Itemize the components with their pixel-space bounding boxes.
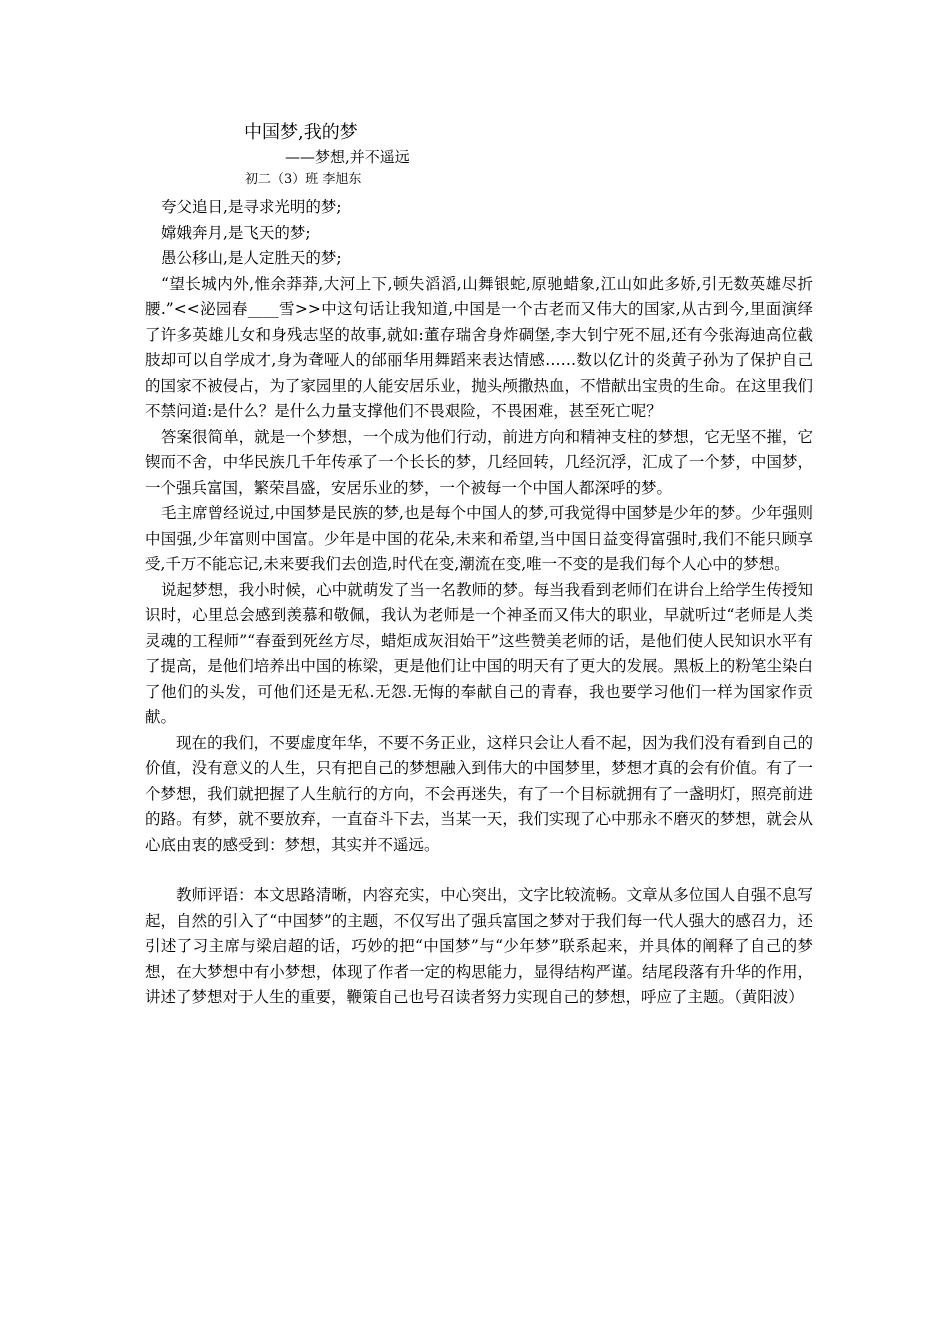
essay-title: 中国梦,我的梦 — [244, 122, 358, 143]
essay-paragraph: “望长城内外,惟余莽莽,大河上下,顿失滔滔,山舞银蛇,原驰蜡象,江山如此多娇,引无数英雄尽折腰.”<<泌园春____雪>>中这句话让我知道,中国是一个古老而又伟大的国家,从古到今,里面演绎了许多英雄儿女和身残志坚的故事,就如:董存瑞舍身炸碉堡,李大钊宁死不屈,还有今张海迪高位截肢却可以自学成才,身为聋哑人的邰丽华用舞蹈来表达情感……数以亿计的炎黄子孙为了保护自己的国家不被侵占，为了家园里的人能安居乐业，抛头颅撒热血，不惜献出宝贵的生命。在这里我们不禁问道:是什么？是什么力量支撑他们不畏艰险，不畏困难，甚至死亡呢？ — [145, 274, 813, 420]
verse-line: 夸父追日,是寻求光明的梦; — [161, 198, 342, 216]
essay-paragraph: 现在的我们，不要虚度年华，不要不务正业，这样只会让人看不起，因为我们没有看到自己的价值，没有意义的人生，只有把自己的梦想融入到伟大的中国梦里，梦想才真的会有价值。有了一个梦想，我们就把握了人生航行的方向，不会再迷失，有了一个目标就拥有了一盏明灯，照亮前进的路。有梦，就不要放弃，一直奋斗下去，当某一天，我们实现了心中那永不磨灭的梦想，就会从心底由衷的感受到：梦想，其实并不遥远。 — [145, 733, 813, 854]
verse-line: 愚公移山,是人定胜天的梦; — [161, 249, 342, 267]
author-byline: 初二（3）班 李旭东 — [245, 172, 362, 187]
essay-subtitle: ——梦想,并不遥远 — [285, 148, 410, 166]
essay-document — [145, 120, 813, 1011]
verse-line: 嫦娥奔月,是飞天的梦; — [161, 223, 311, 242]
essay-paragraph: 说起梦想，我小时候，心中就萌发了当一名教师的梦。每当我看到老师们在讲台上给学生传授知识时，心里总会感到羡慕和敬佩，我认为老师是一个神圣而又伟大的职业，早就听过“老师是人类灵魂的工程师”“春蚕到死丝方尽，蜡炬成灰泪始干”这些赞美老师的话，是他们使人民知识水平有了提高，是他们培养出中国的栋梁，更是他们让中国的明天有了更大的发展。黑板上的粉笔尘染白了他们的头发，可他们还是无私.无怨.无悔的奉献自己的青春，我也要学习他们一样为国家作贡献。 — [145, 580, 813, 726]
essay-paragraph: 毛主席曾经说过,中国梦是民族的梦,也是每个中国人的梦,可我觉得中国梦是少年的梦。少年强则中国强,少年富则中国富。少年是中国的花朵,未来和希望,当中国日益变得富强时,我们不能只顾享受,千万不能忘记,未来要我们去创造,时代在变,潮流在变,唯一不变的是我们每个人心中的梦想。 — [145, 504, 813, 573]
essay-paragraph: 答案很简单，就是一个梦想，一个成为他们行动，前进方向和精神支柱的梦想，它无坚不摧，它锲而不舍，中华民族几千年传承了一个长长的梦，几经回转，几经沉浮，汇成了一个梦，中国梦，一个强兵富国，繁荣昌盛，安居乐业的梦，一个被每一个中国人都深呼的梦。 — [145, 427, 813, 497]
section-gap — [145, 858, 813, 883]
teacher-comment: 教师评语：本文思路清晰，内容充实，中心突出，文字比较流畅。文章从多位国人自强不息写起，自然的引入了“中国梦”的主题，不仅写出了强兵富国之梦对于我们每一代人强大的感召力，还引述了习主席与梁启超的话，巧妙的把“中国梦”与“少年梦”联系起来，并具体的阐释了自己的梦想，在大梦想中有小梦想，体现了作者一定的构思能力，显得结构严谨。结尾段落有升华的作用，讲述了梦想对于人生的重要，鞭策自己也号召读者努力实现自己的梦想，呼应了主题。（黄阳波） — [145, 886, 813, 1006]
